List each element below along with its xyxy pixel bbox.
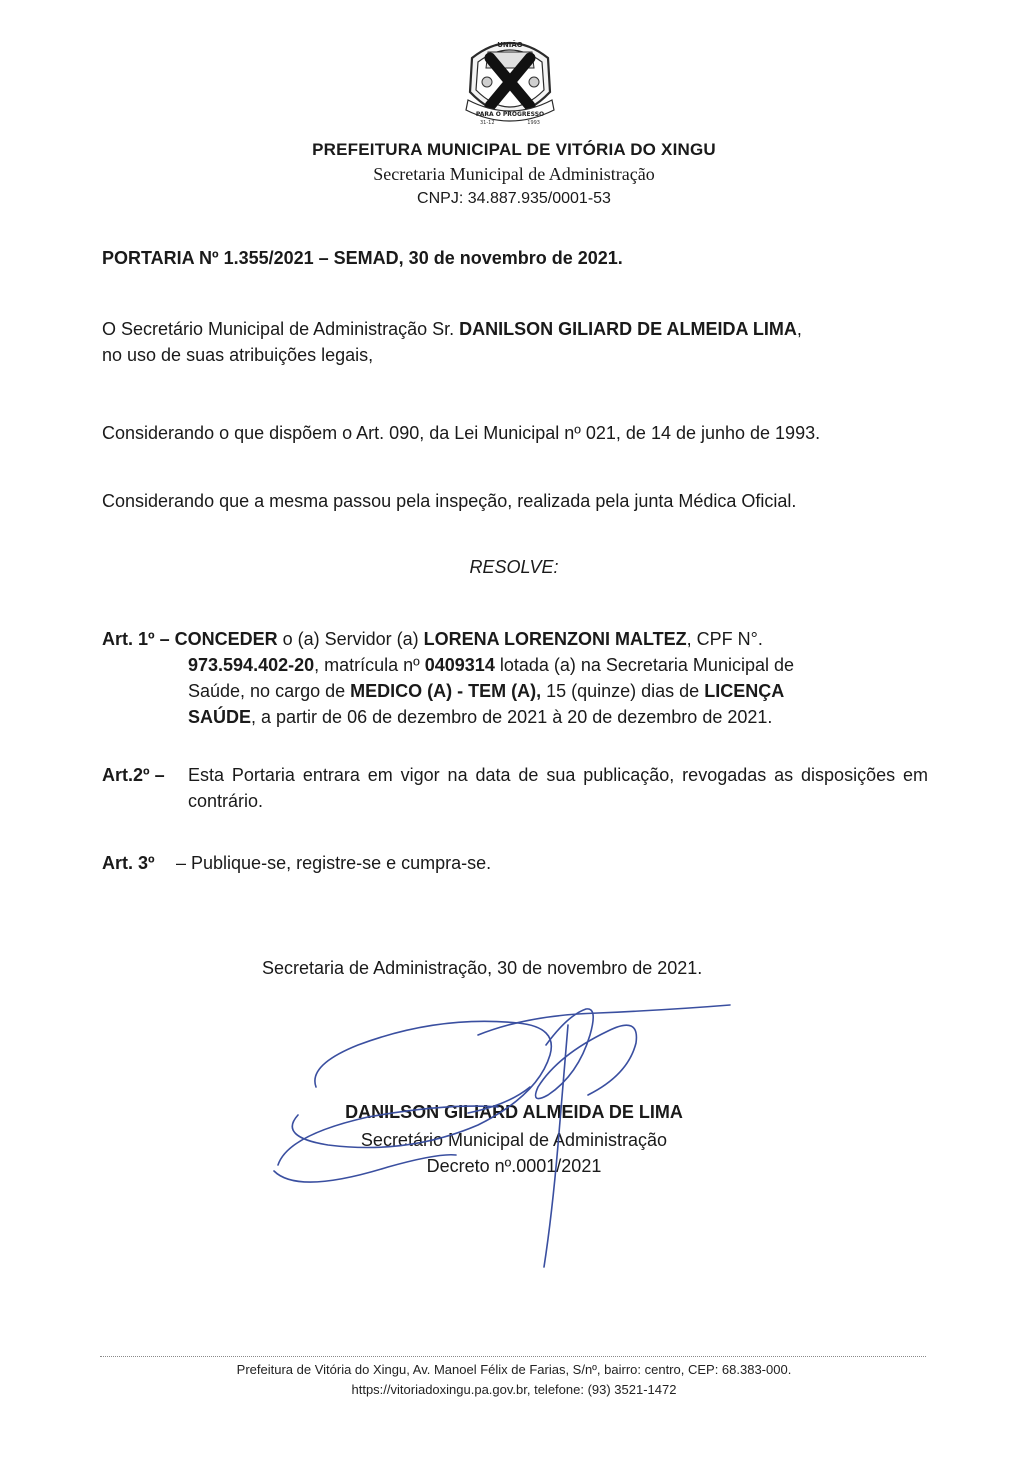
considerando-1: Considerando o que dispõem o Art. 090, da Lei Municipal nº 021, de 14 de junho de 1993. <box>102 423 821 443</box>
seal-band-text: PARA O PROGRESSO <box>475 111 545 118</box>
handwritten-signature <box>268 995 738 1275</box>
art1-text-5: Saúde, no cargo de <box>188 681 351 701</box>
servidor-cpf: 973.594.402-20 <box>188 655 315 675</box>
date-line: Secretaria de Administração, 30 de novembro de 2021. <box>262 958 703 978</box>
seal-top-text: UNIÃO <box>497 41 523 49</box>
article-2 <box>102 762 928 822</box>
art1-text-2: , CPF N°. <box>686 629 763 649</box>
intro-line2: no uso de suas atribuições legais, <box>102 345 374 365</box>
servidor-name: LORENA LORENZONI MALTEZ <box>423 629 687 649</box>
intro-paragraph <box>102 316 932 368</box>
secretary-name: DANILSON GILIARD DE ALMEIDA LIMA <box>459 319 797 339</box>
cnpj-line: CNPJ: 34.887.935/0001-53 <box>417 190 611 207</box>
signatory-decree: Decreto nº.0001/2021 <box>426 1156 602 1176</box>
servidor-cargo: MEDICO (A) - TEM (A), <box>350 681 542 701</box>
footer-address: Prefeitura de Vitória do Xingu, Av. Manoel Félix de Farias, S/nº, bairro: centro, CEP: 68.383-000. <box>236 1362 792 1377</box>
art1-label: Art. 1º – <box>102 629 175 649</box>
footer-divider <box>100 1356 926 1357</box>
art2-text: Esta Portaria entrara em vigor na data de sua publicação, revogadas as disposições em contrário. <box>188 765 928 811</box>
seal-year-text: 1993 <box>527 120 540 126</box>
article-1 <box>102 626 928 736</box>
servidor-matricula: 0409314 <box>424 655 495 675</box>
secretaria-subtitle: Secretaria Municipal de Administração <box>373 164 655 184</box>
art1-text-6: 15 (quinze) dias de <box>541 681 705 701</box>
seal-founded-text: 31-12 <box>480 120 495 126</box>
resolve-heading <box>0 557 1028 578</box>
saude-word: SAÚDE <box>188 707 252 727</box>
licenca-word: LICENÇA <box>704 681 785 701</box>
art1-text-1: o (a) Servidor (a) <box>277 629 424 649</box>
article-3 <box>102 850 928 880</box>
intro-prefix: O Secretário Municipal de Administração Sr. <box>102 319 460 339</box>
intro-suffix: , <box>796 319 802 339</box>
art2-label: Art.2º – <box>102 765 165 785</box>
art3-label: Art. 3º <box>102 853 155 873</box>
art1-text-3: , matrícula nº <box>314 655 425 675</box>
art3-text: – Publique-se, registre-se e cumpra-se. <box>176 853 492 873</box>
art1-text-4: lotada (a) na Secretaria Municipal de <box>494 655 794 675</box>
portaria-heading: PORTARIA Nº 1.355/2021 – SEMAD, 30 de novembro de 2021. <box>102 248 623 268</box>
footer-contact: https://vitoriadoxingu.pa.gov.br, telefone: (93) 3521-1472 <box>351 1382 677 1397</box>
resolve-colon: : <box>553 557 559 577</box>
prefeitura-title: PREFEITURA MUNICIPAL DE VITÓRIA DO XINGU <box>312 140 716 159</box>
resolve-word: RESOLVE <box>469 557 554 577</box>
art1-text-7: , a partir de 06 de dezembro de 2021 à 20 de dezembro de 2021. <box>251 707 773 727</box>
signatory-name: DANILSON GILIARD ALMEIDA DE LIMA <box>345 1102 683 1122</box>
considerando-2: Considerando que a mesma passou pela inspeção, realizada pela junta Médica Oficial. <box>102 491 797 511</box>
art1-verb: CONCEDER <box>174 629 278 649</box>
municipal-seal-logo <box>458 30 562 130</box>
signatory-role: Secretário Municipal de Administração <box>360 1130 668 1150</box>
